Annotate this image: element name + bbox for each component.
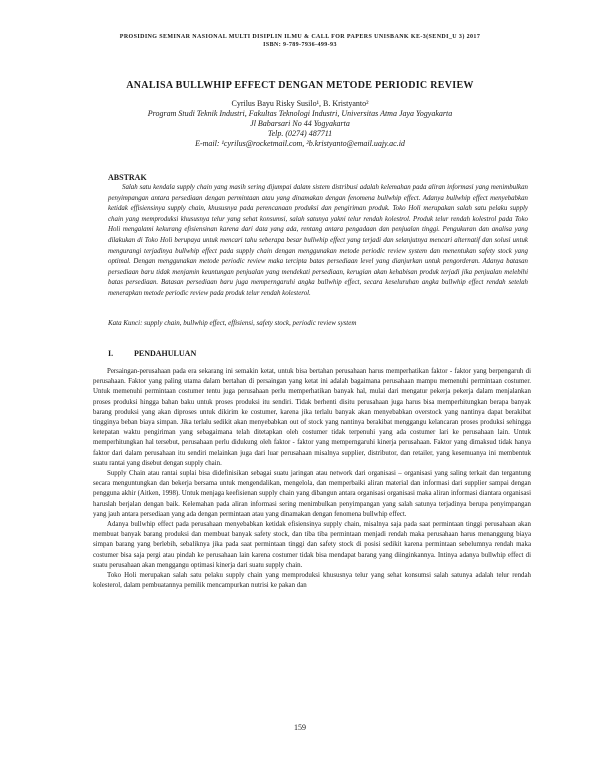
body-paragraph-1: Persaingan-perusahaan pada era sekarang ini semakin ketat, untuk bisa bertahan perusahaan harus memperhatikan faktor - faktor yang berpengaruh di perusahaan. Faktor yang paling utama dalam bertahan di persaingan yang ketat ini adalah bagaimana perusahaan mampu memenuhi permintaan costumer. Untuk memenuhi permintaan costumer tentu juga perusahaan perlu memperhatikan banyak hal, mulai dari mengatur pekerja pekerja dalam menjalankan proses produksi hingga bahan baku untuk proses produksi itu sendiri. Tidak berhenti disitu perusahaan juga harus bisa memperhitungkan berapa banyak barang produksi yang akan diproses untuk dikirim ke costumer, karena jika terlalu banyak akan menyebabkan overstock yang nantinya dapat berakibat tingginya beban biaya simpan. Jika terlalu sedikit akan menyebabkan out of stock yang nantinya berakibat menggangu kelancaran proses produksi sehingga ketepatan waktu pengiriman yang sebagaimana telah ditetapkan oleh costumer tidak terpenuhi yang ada costumer lari ke perusahaan lain. Untuk memperhitungkan hal tersebut, perusahaan perlu didukung oleh faktor - faktor yang memperngaruhi kinerja perusahaan. Faktor yang dimaksud tidak hanya faktor dari dalam perusahaan itu sendiri melainkan juga dari luar perusahaan misalnya supplier, distributor, dan retailer, yang kesemuanya ini membentuk suatu rantai yang disebut dengan supply chain. [93,368,531,467]
isbn-line: ISBN: 9-789-7936-499-93 [263,42,337,48]
abstract-text [108,183,528,300]
email: E-mail: ¹cyrilus@rocketmail.com, ²b.kristyanto@email.uajy.ac.id [195,139,405,148]
address: Jl Babarsari No 44 Yogyakarta [250,119,350,128]
section-heading [108,349,196,358]
body-paragraph-4: Toko Holi merupakan salah satu pelaku supply chain yang memproduksi khususnya telur yang sehat konsumsi salah satunya adalah telur rendah kolesterol, dalam pembuatannya pemilik mencampurkan nutrisi ke pakan dan [93,572,531,590]
abstract-paragraph: Salah satu kendala supply chain yang masih sering dijumpai dalam sistem distribusi adalah kelemahan pada aliran informasi yang menimbulkan penyimpangan antara persediaan dengan permintaan atau yang dinamakan dengan fenomena bullwhip effect. Adanya bullwhip effect menyebabkan ketidak effisiensinya supply chain, khususnya pada perencanaan produksi dan pengiriman produk. Toko Holi merupakan salah satu pelaku supply chain yang memproduksi khususnya telur yang sehat konsumsi, salah satunya yakni telur rendah kolestrol. Produk telur rendah kolestrol pada Toko Holi mengalami kekurang efisiensinan karena dari data yang ada, rentang antara pengadaan dan penjualan tinggi. Pengukuran dan analisa yang dilakukan di Toko Holi berupaya untuk mencari tahu seberapa besar bullwhip effect yang terjadi dan selanjutnya mencari alternatif dan solusi untuk mengurangi terjadinya bullwhip effect pada supply chain dengan menggunakan metode periodic review system dan menentukan safety stock yang optimal. Dengan menggunakan metode periodic review maka tercipta batas persediaan level yang dianjurkan untuk pengorderan. Adanya batasan persediaan baru tidak menjamin keuntungan penjualan yang mendekati persediaan, kerugian akan kehabisan produk terjadi jika penjualan melebihi batas persediaan. Batasan persediaan baru juga memperngaruhi angka bullwhip effect, secara keseluruhan angka bullwhip effect rendah setelah menerapkan metode periodic review pada produk telur rendah kolesterol. [108,184,528,297]
body-paragraph-3: Adanya bullwhip effect pada perusahaan menyebabkan ketidak efisiensinya supply chain, misalnya saja pada saat permintaan tinggi perusahaan akan membuat banyak barang produksi dan membuat banyak safety stock, dan tiba tiba permintaan menjadi rendah maka perusahaan harus menanggung biaya simpan barang yang berlebih, sebaliknya jika pada saat permintaan tinggi dan safety stock di posisi sedikit karena permintaan sebelumnya rendah maka costumer bisa saja pergi atau pindah ke perusahaan lain karena costumer tidak bisa mendapat barang yang diinginkannya. Intinya adanya bullwhip effect di suatu perusahaan akan menggangu optimasi kinerja dari suatu supply chain. [93,521,531,569]
page-number: 159 [294,723,306,732]
section-title: PENDAHULUAN [134,349,197,358]
body-paragraph-2: Supply Chain atau rantai suplai bisa didefinisikan sebagai suatu jaringan atau network dari organisasi – organisasi yang saling terkait dan tergantung secara menguntungkan dan bekerja bersama untuk mengendalikan, mengelola, dan memperbaiki aliran material dan informasi dari supplier sampai dengan pengguna akhir (Aitken, 1998). Untuk menjaga keefisienan supply chain yang dibangun antara organisasi organisasi maka aliran informasi diantara organisasi haruslah berjalan dengan baik. Kelemahan pada aliran informasi sering menimbulkan penyimpangan yang salah satunya terjadinya berupa penyimpangan yang jauh antara persediaan yang ada dengan permintaan atau yang dinamakan dengan fenomena bullwhip effect. [93,470,531,518]
phone: Telp. (0274) 487711 [267,129,333,138]
abstract-heading: ABSTRAK [108,173,147,182]
body-text [93,367,531,591]
section-number: I. [108,349,114,358]
affiliation: Program Studi Teknik Industri, Fakultas Teknologi Industri, Universitas Atma Jaya Yogyakarta [147,109,453,118]
keywords: Kata Kunci: supply chain, bullwhip effect, effisiensi, safety stock, periodic review system [108,319,357,327]
proceedings-header: PROSIDING SEMINAR NASIONAL MULTI DISIPLIN ILMU & CALL FOR PAPERS UNISBANK KE-3(SENDI_U 3) 2017 [119,34,481,40]
authors: Cyrilus Bayu Risky Susilo¹, B. Kristyanto² [231,99,369,108]
paper-title: ANALISA BULLWHIP EFFECT DENGAN METODE PERIODIC REVIEW [126,80,474,91]
